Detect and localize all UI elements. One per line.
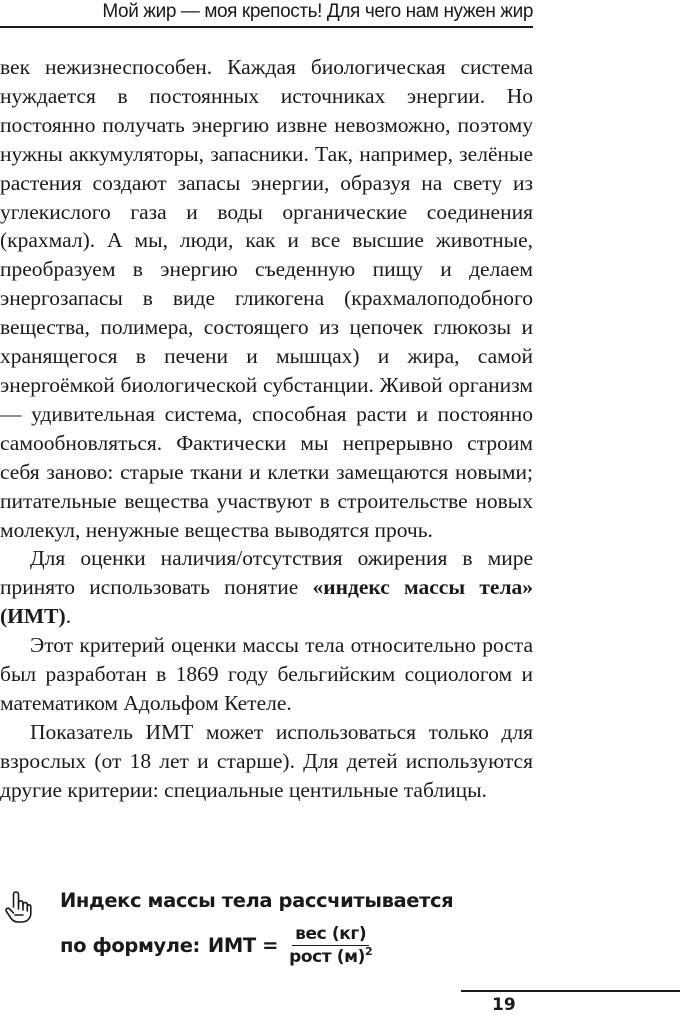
running-header: Мой жир — моя крепость! Для чего нам нужен жир [102, 1, 533, 22]
formula-prefix: по формуле: [60, 933, 200, 957]
formula-lhs: ИМТ = [207, 933, 279, 957]
paragraph-2 [0, 544, 533, 631]
formula-numerator: вес (кг) [292, 924, 369, 946]
header-rule [0, 26, 533, 28]
footer-rule [461, 990, 680, 992]
pointing-hand-icon [4, 890, 32, 924]
paragraph-2-text: Для оценки наличия/отсутствия ожирения в мире принято использовать понятие [0, 546, 533, 600]
paragraph-2-end: . [65, 604, 72, 629]
formula-fraction [286, 924, 375, 967]
page-number: 19 [492, 995, 516, 1015]
formula-denominator-wrap [286, 946, 375, 967]
paragraph-3: Этот критерий оценки массы тела относительно роста был разработан в 1869 году бельгийским социологом и математиком Адольфом Кетеле. [0, 633, 533, 715]
paragraph-1: век нежизнеспособен. Каждая биологическая система нуждается в постоянных источниках энергии. Но постоянно получать энергию извне невозможно, поэтому нужны аккумуляторы, запасники. Так, например, зелёные растения создают запасы энергии, образуя на свету из углекислого газа и воды органические соединения (крахмал). А мы, люди, как и все высшие животные, преобразуем в энергию съеденную пищу и делаем энергозапасы в виде гликогена (крахмалоподобного вещества, полимера, состоящего из цепочек глюкозы и хранящегося в печени и мышцах) и жира, самой энергоёмкой биологической субстанции. Живой организм — удивительная система, способная расти и постоянно самообновляться. Фактически мы непрерывно строим себя заново: старые ткани и клетки замещаются новыми; питательные вещества участвуют в строительстве новых молекул, ненужные вещества выводятся прочь. [0, 55, 533, 542]
body-text [0, 53, 533, 805]
bmi-term: «индекс массы тела» (ИМТ) [0, 575, 534, 629]
formula-denominator: рост (м) [289, 946, 366, 967]
formula-exponent: 2 [365, 944, 373, 958]
bmi-formula [60, 920, 375, 970]
paragraph-4: Показатель ИМТ может использоваться только для взрослых (от 18 лет и старше). Для детей используются другие критерии: специальные центильные таблицы. [0, 719, 533, 802]
note-first-line: Индекс массы тела рассчитывается [60, 889, 454, 912]
